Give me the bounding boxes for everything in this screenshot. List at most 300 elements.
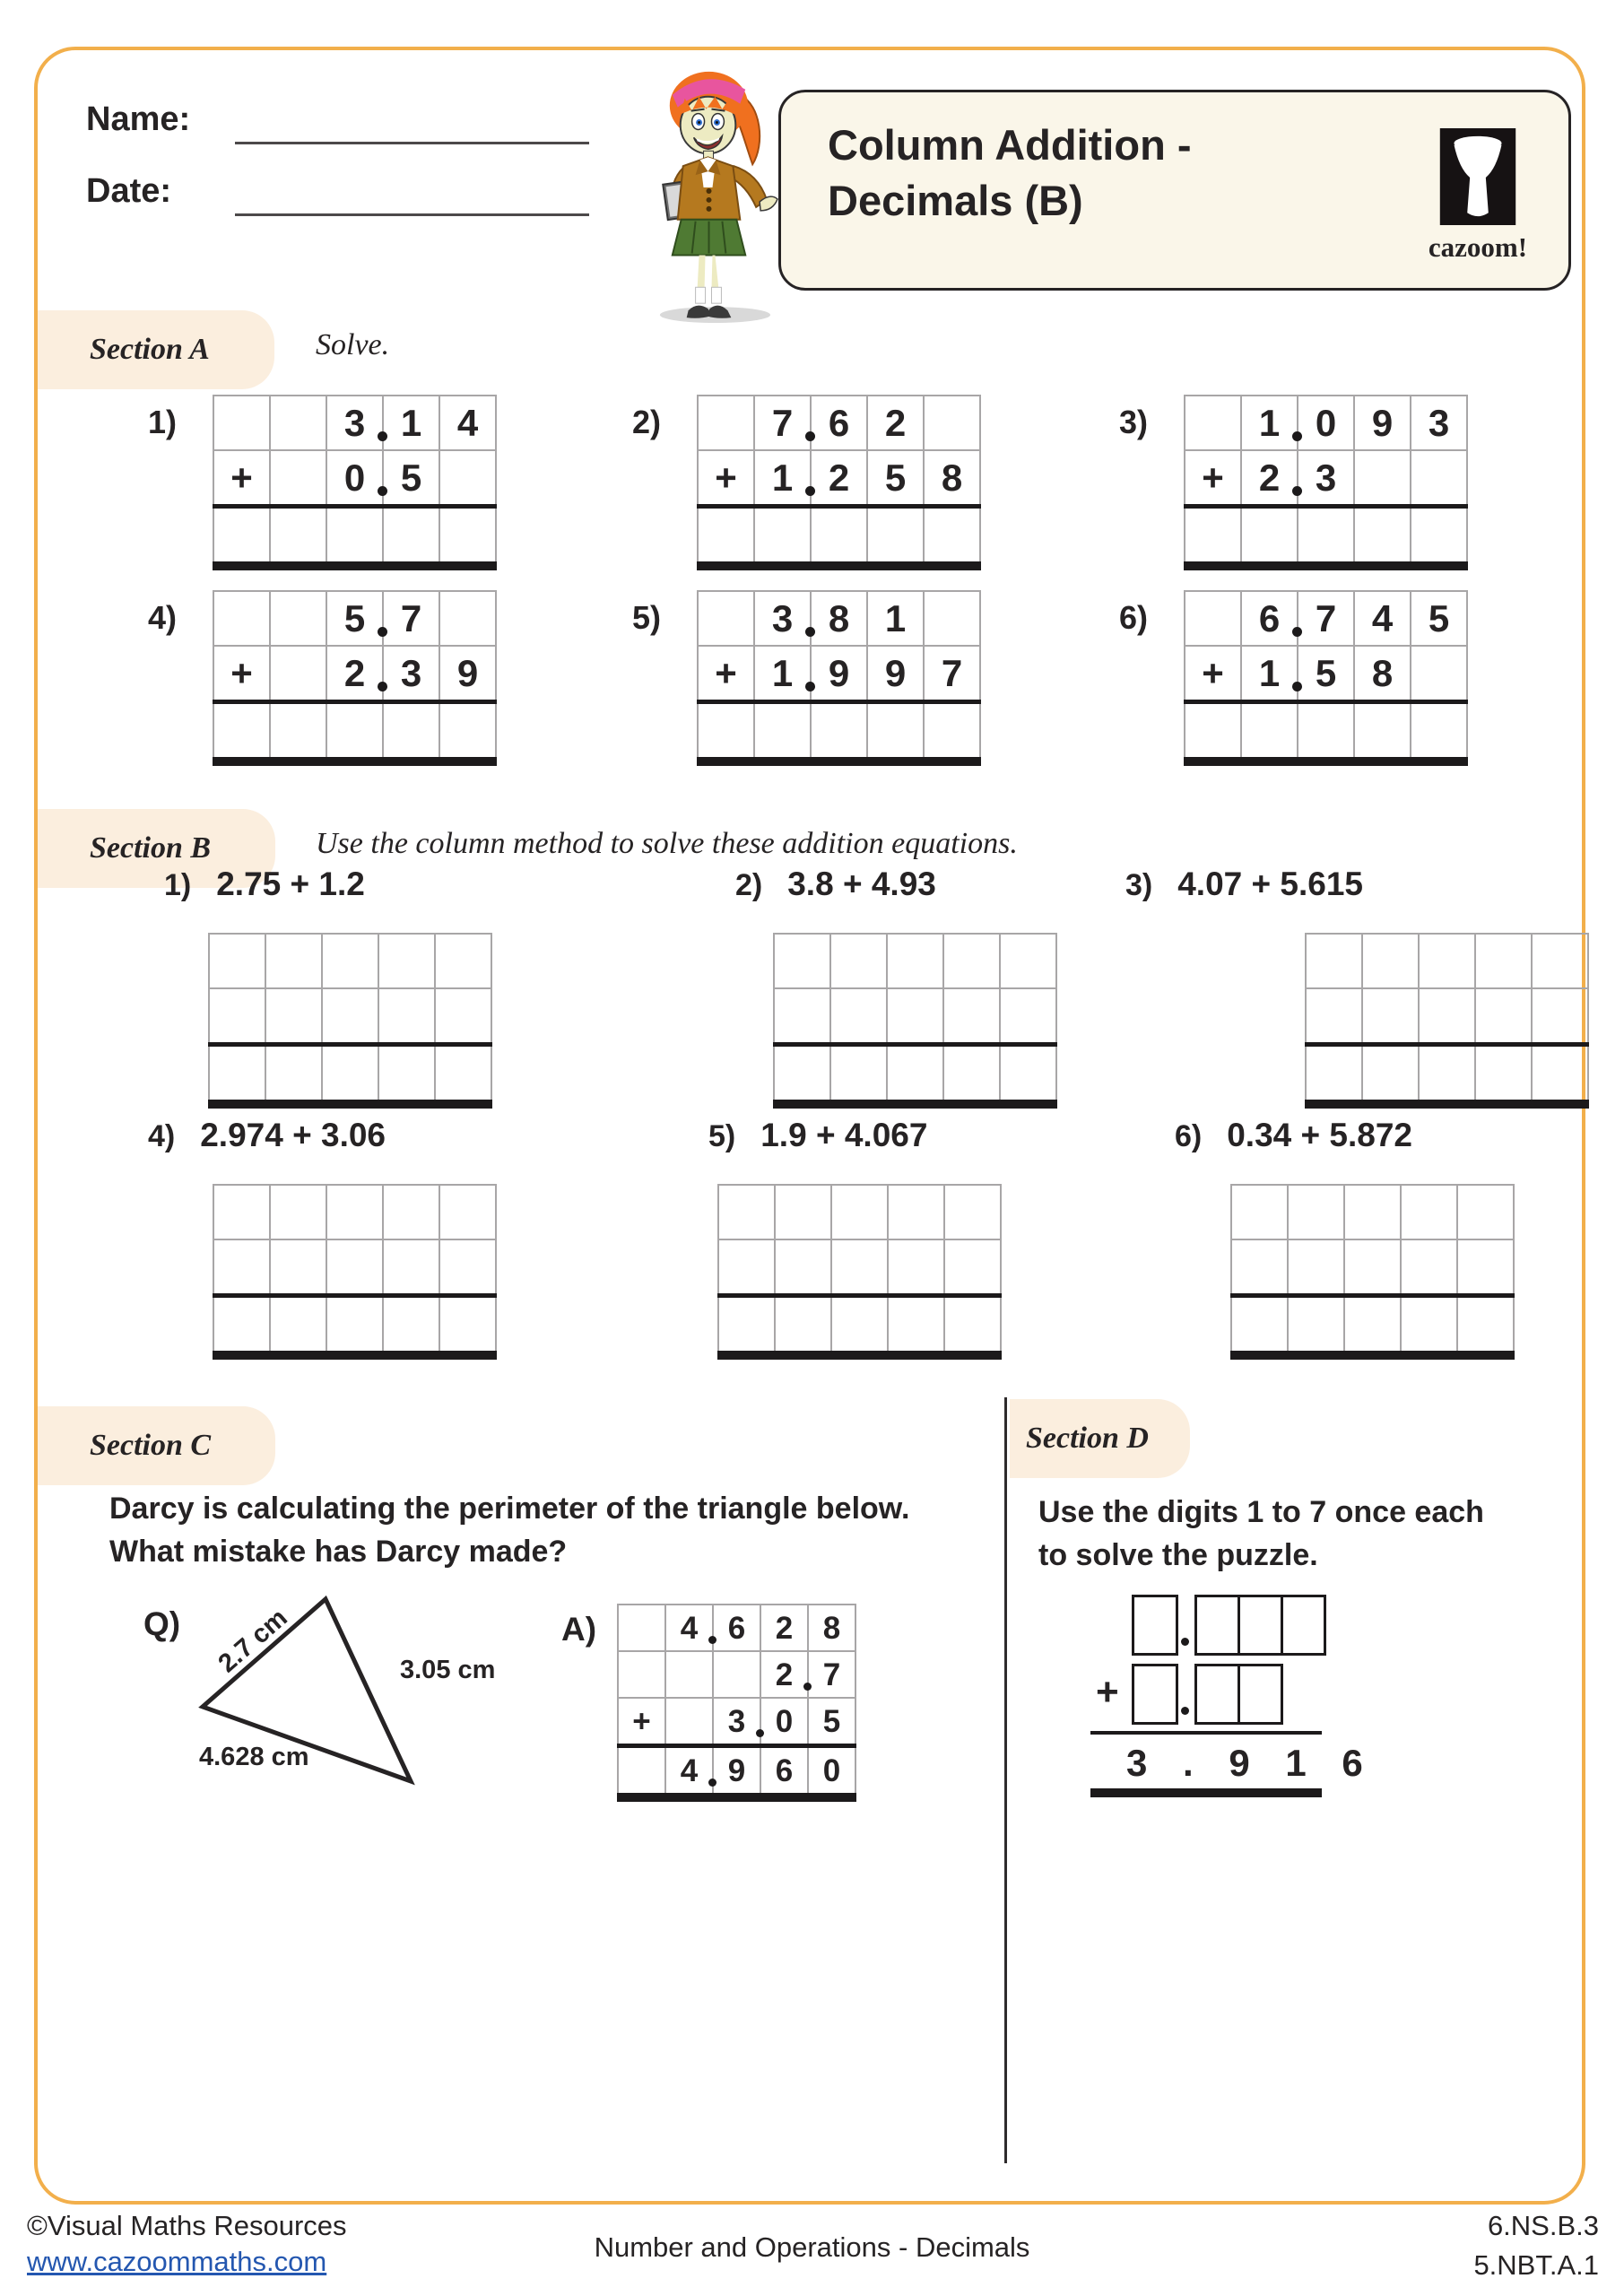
grid-cell	[924, 591, 980, 646]
grid-cell	[774, 1045, 830, 1105]
student-girl-illustration	[623, 59, 798, 326]
title-box	[778, 90, 1571, 291]
grid-cell	[1401, 1296, 1457, 1356]
cell-digit: 4	[680, 1610, 699, 1646]
grid-row	[618, 1698, 855, 1746]
grid-row	[774, 1045, 1056, 1105]
grid-row	[698, 591, 980, 646]
grid-cell	[1306, 988, 1362, 1045]
grid-row	[774, 934, 1056, 988]
grid-row	[209, 1045, 491, 1105]
date-fill-line[interactable]	[235, 213, 589, 216]
cell-digit: 3	[400, 651, 422, 694]
problem-number: 1)	[164, 868, 192, 902]
grid-cell	[209, 934, 265, 988]
grid-cell	[775, 1296, 831, 1356]
grid-cell	[1419, 1045, 1475, 1105]
problem-number: 2)	[735, 868, 763, 902]
grid-cell	[1298, 591, 1354, 646]
working-grid-b1	[208, 933, 492, 1109]
grid-cell	[888, 1239, 944, 1296]
grid-cell	[1241, 450, 1298, 507]
cell-digit: 5	[884, 456, 907, 499]
grid-cell	[270, 591, 326, 646]
decimal-point	[1292, 486, 1302, 496]
cell-digit: 8	[1371, 651, 1394, 694]
grid-cell	[1298, 702, 1354, 762]
cell-digit: 7	[1315, 596, 1337, 639]
grid-cell	[718, 1185, 775, 1239]
a-label: A)	[561, 1611, 597, 1648]
grid-cell	[1344, 1239, 1401, 1296]
grid-cell	[754, 646, 811, 702]
decimal-point	[805, 431, 815, 441]
title-line-1: Column Addition -	[828, 121, 1192, 169]
addition-grid	[1184, 395, 1468, 570]
cell-digit: 6	[828, 401, 850, 444]
decimal-point	[1181, 1638, 1189, 1646]
grid-cell	[924, 396, 980, 450]
page-title	[828, 117, 1192, 229]
section-b-instruction: Use the column method to solve these addition equations.	[316, 827, 1018, 860]
decimal-point	[805, 627, 815, 637]
grid-row	[698, 450, 980, 507]
date-label: Date:	[86, 172, 172, 210]
cell-digit: 1	[771, 456, 794, 499]
equation-text: 2.75 + 1.2	[216, 865, 365, 902]
grid-row	[1306, 988, 1588, 1045]
grid-cell	[322, 1045, 378, 1105]
working-grid-b3	[1305, 933, 1589, 1109]
grid-cell	[1298, 396, 1354, 450]
grid-cell	[1354, 646, 1411, 702]
grid-cell	[618, 1698, 665, 1746]
grid-cell	[1344, 1185, 1401, 1239]
grid-cell	[1475, 934, 1532, 988]
grid-row	[618, 1746, 855, 1798]
grid-cell	[698, 450, 754, 507]
grid-cell	[439, 507, 496, 567]
grid-cell	[1411, 702, 1467, 762]
decimal-point	[805, 486, 815, 496]
decimal-point	[1292, 431, 1302, 441]
cell-digit: 5	[343, 596, 366, 639]
problem-number: 5)	[632, 599, 662, 636]
grid-row	[698, 507, 980, 567]
grid-cell	[774, 988, 830, 1045]
section-a-instruction: Solve.	[316, 328, 390, 361]
cell-digit: 7	[941, 651, 963, 694]
logo-text: cazoom!	[1428, 231, 1528, 263]
grid-cell	[774, 934, 830, 988]
grid-cell	[830, 934, 887, 988]
grid-row	[209, 934, 491, 988]
triangle-side-upper-left-label: 2.7 cm	[213, 1603, 293, 1679]
problem-number: 6)	[1175, 1119, 1203, 1153]
grid-cell	[1419, 934, 1475, 988]
sum-line	[1090, 1731, 1322, 1735]
grid-cell	[754, 507, 811, 567]
grid-row	[1185, 507, 1467, 567]
grid-cell	[435, 934, 491, 988]
grid-cell	[1401, 1239, 1457, 1296]
grid-cell	[698, 507, 754, 567]
cell-digit: 7	[822, 1657, 841, 1692]
grid-cell	[924, 646, 980, 702]
grid-cell	[270, 646, 326, 702]
cell-digit: +	[1202, 651, 1224, 694]
problem-number: 4)	[148, 599, 178, 636]
grid-cell	[439, 396, 496, 450]
footer-topic: Number and Operations - Decimals	[594, 2231, 1030, 2263]
section-a-label: Section A	[38, 310, 274, 389]
working-grid-b5	[717, 1184, 1002, 1360]
triangle-side-bottom-label: 4.628 cm	[199, 1743, 309, 1771]
addition-grid	[213, 590, 497, 766]
decimal-point	[378, 431, 387, 441]
cell-digit: 4	[456, 401, 479, 444]
section-d-label: Section D	[1010, 1399, 1190, 1478]
grid-cell	[718, 1239, 775, 1296]
grid-cell	[1457, 1239, 1514, 1296]
grid-cell	[1362, 934, 1419, 988]
grid-cell	[1298, 646, 1354, 702]
problem-number: 4)	[148, 1119, 176, 1153]
problem-b6	[1175, 1117, 1412, 1154]
grid-cell	[270, 702, 326, 762]
cell-digit: 0	[775, 1703, 794, 1739]
grid-cell	[1241, 646, 1298, 702]
grid-cell	[383, 507, 439, 567]
grid-cell	[326, 396, 383, 450]
grid-cell	[887, 988, 943, 1045]
grid-cell	[383, 450, 439, 507]
grid-cell	[270, 396, 326, 450]
grid-cell	[1241, 396, 1298, 450]
cell-digit: 2	[775, 1657, 794, 1692]
grid-row	[718, 1296, 1001, 1356]
grid-cell	[439, 702, 496, 762]
grid-cell	[867, 450, 924, 507]
digit-box	[1132, 1595, 1178, 1656]
grid-cell	[1231, 1239, 1288, 1296]
grid-cell	[270, 1239, 326, 1296]
triangle-figure	[176, 1584, 496, 1799]
section-b-label: Section B	[38, 809, 275, 888]
cell-digit: 0	[822, 1752, 841, 1788]
cell-digit: 9	[884, 651, 907, 694]
grid-cell	[1475, 1045, 1532, 1105]
cell-digit: 8	[822, 1610, 841, 1646]
problem-a1	[148, 395, 497, 570]
grid-cell	[924, 507, 980, 567]
addition-grid	[213, 395, 497, 570]
grid-cell	[775, 1239, 831, 1296]
addition-table	[697, 395, 981, 570]
digit-box-group	[1194, 1664, 1283, 1725]
addition-table	[1230, 1184, 1515, 1360]
grid-row	[1306, 934, 1588, 988]
grid-cell	[1185, 646, 1241, 702]
grid-cell	[1411, 646, 1467, 702]
grid-cell	[270, 450, 326, 507]
grid-cell	[698, 702, 754, 762]
grid-cell	[383, 396, 439, 450]
grid-row	[1306, 1045, 1588, 1105]
grid-cell	[924, 702, 980, 762]
grid-cell	[1241, 591, 1298, 646]
grid-row	[213, 702, 496, 762]
equation-text: 0.34 + 5.872	[1227, 1117, 1413, 1153]
grid-cell	[830, 1045, 887, 1105]
grid-cell	[831, 1296, 888, 1356]
grid-cell	[383, 1185, 439, 1239]
grid-cell	[265, 1045, 322, 1105]
grid-cell	[1241, 702, 1298, 762]
grid-cell	[1354, 450, 1411, 507]
grid-row	[618, 1605, 855, 1651]
cell-digit: 3	[771, 596, 794, 639]
grid-cell	[924, 450, 980, 507]
grid-cell	[326, 507, 383, 567]
addition-table	[213, 395, 497, 570]
cell-digit: 8	[828, 596, 850, 639]
section-divider	[1004, 1397, 1007, 2163]
grid-cell	[439, 591, 496, 646]
grid-cell	[754, 450, 811, 507]
grid-cell	[439, 646, 496, 702]
decimal-point	[378, 486, 387, 496]
grid-cell	[830, 988, 887, 1045]
decimal-point	[756, 1729, 764, 1737]
grid-cell	[808, 1651, 855, 1698]
cell-digit: 1	[400, 401, 422, 444]
bottom-bar	[1090, 1788, 1322, 1797]
grid-cell	[1185, 702, 1241, 762]
grid-cell	[378, 1045, 435, 1105]
grid-cell	[713, 1698, 760, 1746]
name-fill-line[interactable]	[235, 142, 589, 144]
problem-number: 6)	[1119, 599, 1149, 636]
problem-b3	[1125, 865, 1363, 903]
addition-table	[773, 933, 1057, 1109]
cell-digit: 6	[775, 1752, 794, 1788]
grid-cell	[213, 396, 270, 450]
grid-cell	[1344, 1296, 1401, 1356]
grid-cell	[1532, 988, 1588, 1045]
grid-cell	[1457, 1185, 1514, 1239]
cazoom-logo	[1420, 128, 1536, 264]
grid-cell	[270, 1296, 326, 1356]
grid-cell	[944, 1296, 1001, 1356]
grid-cell	[213, 1185, 270, 1239]
cell-digit: 2	[828, 456, 850, 499]
grid-cell	[1354, 396, 1411, 450]
grid-cell	[439, 1239, 496, 1296]
decimal-point	[1181, 1707, 1189, 1715]
addition-table	[697, 590, 981, 766]
grid-row	[698, 396, 980, 450]
grid-cell	[760, 1651, 808, 1698]
grid-cell	[760, 1605, 808, 1651]
grid-cell	[754, 702, 811, 762]
grid-cell	[887, 1045, 943, 1105]
grid-cell	[808, 1605, 855, 1651]
grid-row	[718, 1185, 1001, 1239]
section-d-instruction	[1038, 1491, 1559, 1577]
cell-digit: 2	[343, 651, 366, 694]
grid-cell	[1354, 591, 1411, 646]
cell-digit: 6	[1258, 596, 1281, 639]
digit-box	[1238, 1595, 1283, 1656]
decimal-point	[378, 682, 387, 691]
problem-number: 3)	[1125, 868, 1153, 902]
grid-cell	[270, 507, 326, 567]
grid-cell	[943, 934, 1000, 988]
grid-cell	[383, 1239, 439, 1296]
grid-row	[1185, 591, 1467, 646]
grid-cell	[618, 1746, 665, 1798]
cell-digit: 1	[884, 596, 907, 639]
digit-box	[1194, 1595, 1240, 1656]
grid-row	[1231, 1185, 1514, 1239]
puzzle-answer: 3 . 9 1 6	[1126, 1742, 1376, 1784]
grid-cell	[808, 1698, 855, 1746]
grid-cell	[698, 396, 754, 450]
cell-digit: +	[1202, 456, 1224, 499]
grid-cell	[1288, 1185, 1344, 1239]
grid-cell	[213, 702, 270, 762]
grid-cell	[326, 450, 383, 507]
cell-digit: 5	[1428, 596, 1450, 639]
triangle-side-right-label: 3.05 cm	[400, 1656, 496, 1684]
grid-cell	[439, 1296, 496, 1356]
grid-cell	[811, 646, 867, 702]
grid-row	[213, 1185, 496, 1239]
grid-cell	[665, 1651, 713, 1698]
decimal-point	[708, 1779, 716, 1787]
grid-row	[213, 396, 496, 450]
cell-digit: +	[230, 651, 253, 694]
cell-digit: 2	[884, 401, 907, 444]
question-line-2: What mistake has Darcy made?	[109, 1535, 568, 1569]
problem-b5	[708, 1117, 927, 1154]
grid-cell	[665, 1746, 713, 1798]
grid-cell	[713, 1746, 760, 1798]
grid-cell	[378, 934, 435, 988]
cell-digit: +	[230, 456, 253, 499]
grid-cell	[1306, 1045, 1362, 1105]
addition-grid	[1184, 590, 1468, 766]
grid-cell	[831, 1185, 888, 1239]
cell-digit: 1	[771, 651, 794, 694]
q-label: Q)	[143, 1605, 181, 1642]
grid-cell	[1362, 988, 1419, 1045]
decimal-point	[805, 682, 815, 691]
addition-table	[213, 1184, 497, 1360]
grid-cell	[213, 1296, 270, 1356]
grid-cell	[808, 1746, 855, 1798]
cazoom-link[interactable]: www.cazoommaths.com	[27, 2246, 327, 2277]
grid-cell	[943, 1045, 1000, 1105]
grid-row	[213, 1296, 496, 1356]
grid-cell	[265, 988, 322, 1045]
grid-row	[213, 591, 496, 646]
grid-cell	[811, 702, 867, 762]
grid-cell	[1411, 507, 1467, 567]
grid-cell	[439, 1185, 496, 1239]
grid-cell	[1362, 1045, 1419, 1105]
problem-number: 2)	[632, 404, 662, 440]
grid-cell	[213, 507, 270, 567]
addition-table	[213, 590, 497, 766]
grid-row	[718, 1239, 1001, 1296]
grid-cell	[1354, 507, 1411, 567]
grid-cell	[213, 646, 270, 702]
grid-row	[774, 988, 1056, 1045]
grid-cell	[713, 1605, 760, 1651]
grid-cell	[213, 591, 270, 646]
grid-cell	[1000, 1045, 1056, 1105]
working-grid-b6	[1230, 1184, 1515, 1360]
addition-grid	[697, 590, 981, 766]
grid-cell	[209, 1045, 265, 1105]
grid-cell	[326, 646, 383, 702]
problem-b1	[164, 865, 365, 903]
title-line-2: Decimals (B)	[828, 177, 1083, 224]
cell-digit: 3	[727, 1703, 746, 1739]
digit-box-group	[1194, 1595, 1326, 1656]
cell-digit: +	[715, 456, 737, 499]
grid-cell	[760, 1746, 808, 1798]
grid-cell	[326, 1185, 383, 1239]
digit-box	[1194, 1664, 1240, 1725]
grid-row	[1185, 450, 1467, 507]
decimal-point	[708, 1636, 716, 1644]
cell-digit: 0	[1315, 401, 1337, 444]
grid-cell	[1298, 507, 1354, 567]
grid-cell	[1185, 507, 1241, 567]
problem-b2	[735, 865, 936, 903]
addition-table	[1305, 933, 1589, 1109]
grid-cell	[888, 1185, 944, 1239]
grid-cell	[1532, 1045, 1588, 1105]
grid-cell	[867, 507, 924, 567]
grid-cell	[811, 450, 867, 507]
grid-cell	[1231, 1185, 1288, 1239]
addition-table	[717, 1184, 1002, 1360]
grid-cell	[1298, 450, 1354, 507]
grid-cell	[1475, 988, 1532, 1045]
question-line-1: Darcy is calculating the perimeter of the triangle below.	[109, 1492, 910, 1526]
grid-cell	[944, 1239, 1001, 1296]
cell-digit: +	[632, 1703, 651, 1739]
grid-cell	[326, 1239, 383, 1296]
grid-cell	[1401, 1185, 1457, 1239]
grid-cell	[326, 702, 383, 762]
grid-cell	[754, 591, 811, 646]
addition-grid	[697, 395, 981, 570]
grid-cell	[322, 988, 378, 1045]
cell-digit: 3	[343, 401, 366, 444]
cell-digit: 5	[1315, 651, 1337, 694]
grid-cell	[322, 934, 378, 988]
grid-cell	[213, 450, 270, 507]
problem-a2	[632, 395, 981, 570]
grid-cell	[1419, 988, 1475, 1045]
grid-cell	[867, 591, 924, 646]
cell-digit: 6	[727, 1610, 746, 1646]
